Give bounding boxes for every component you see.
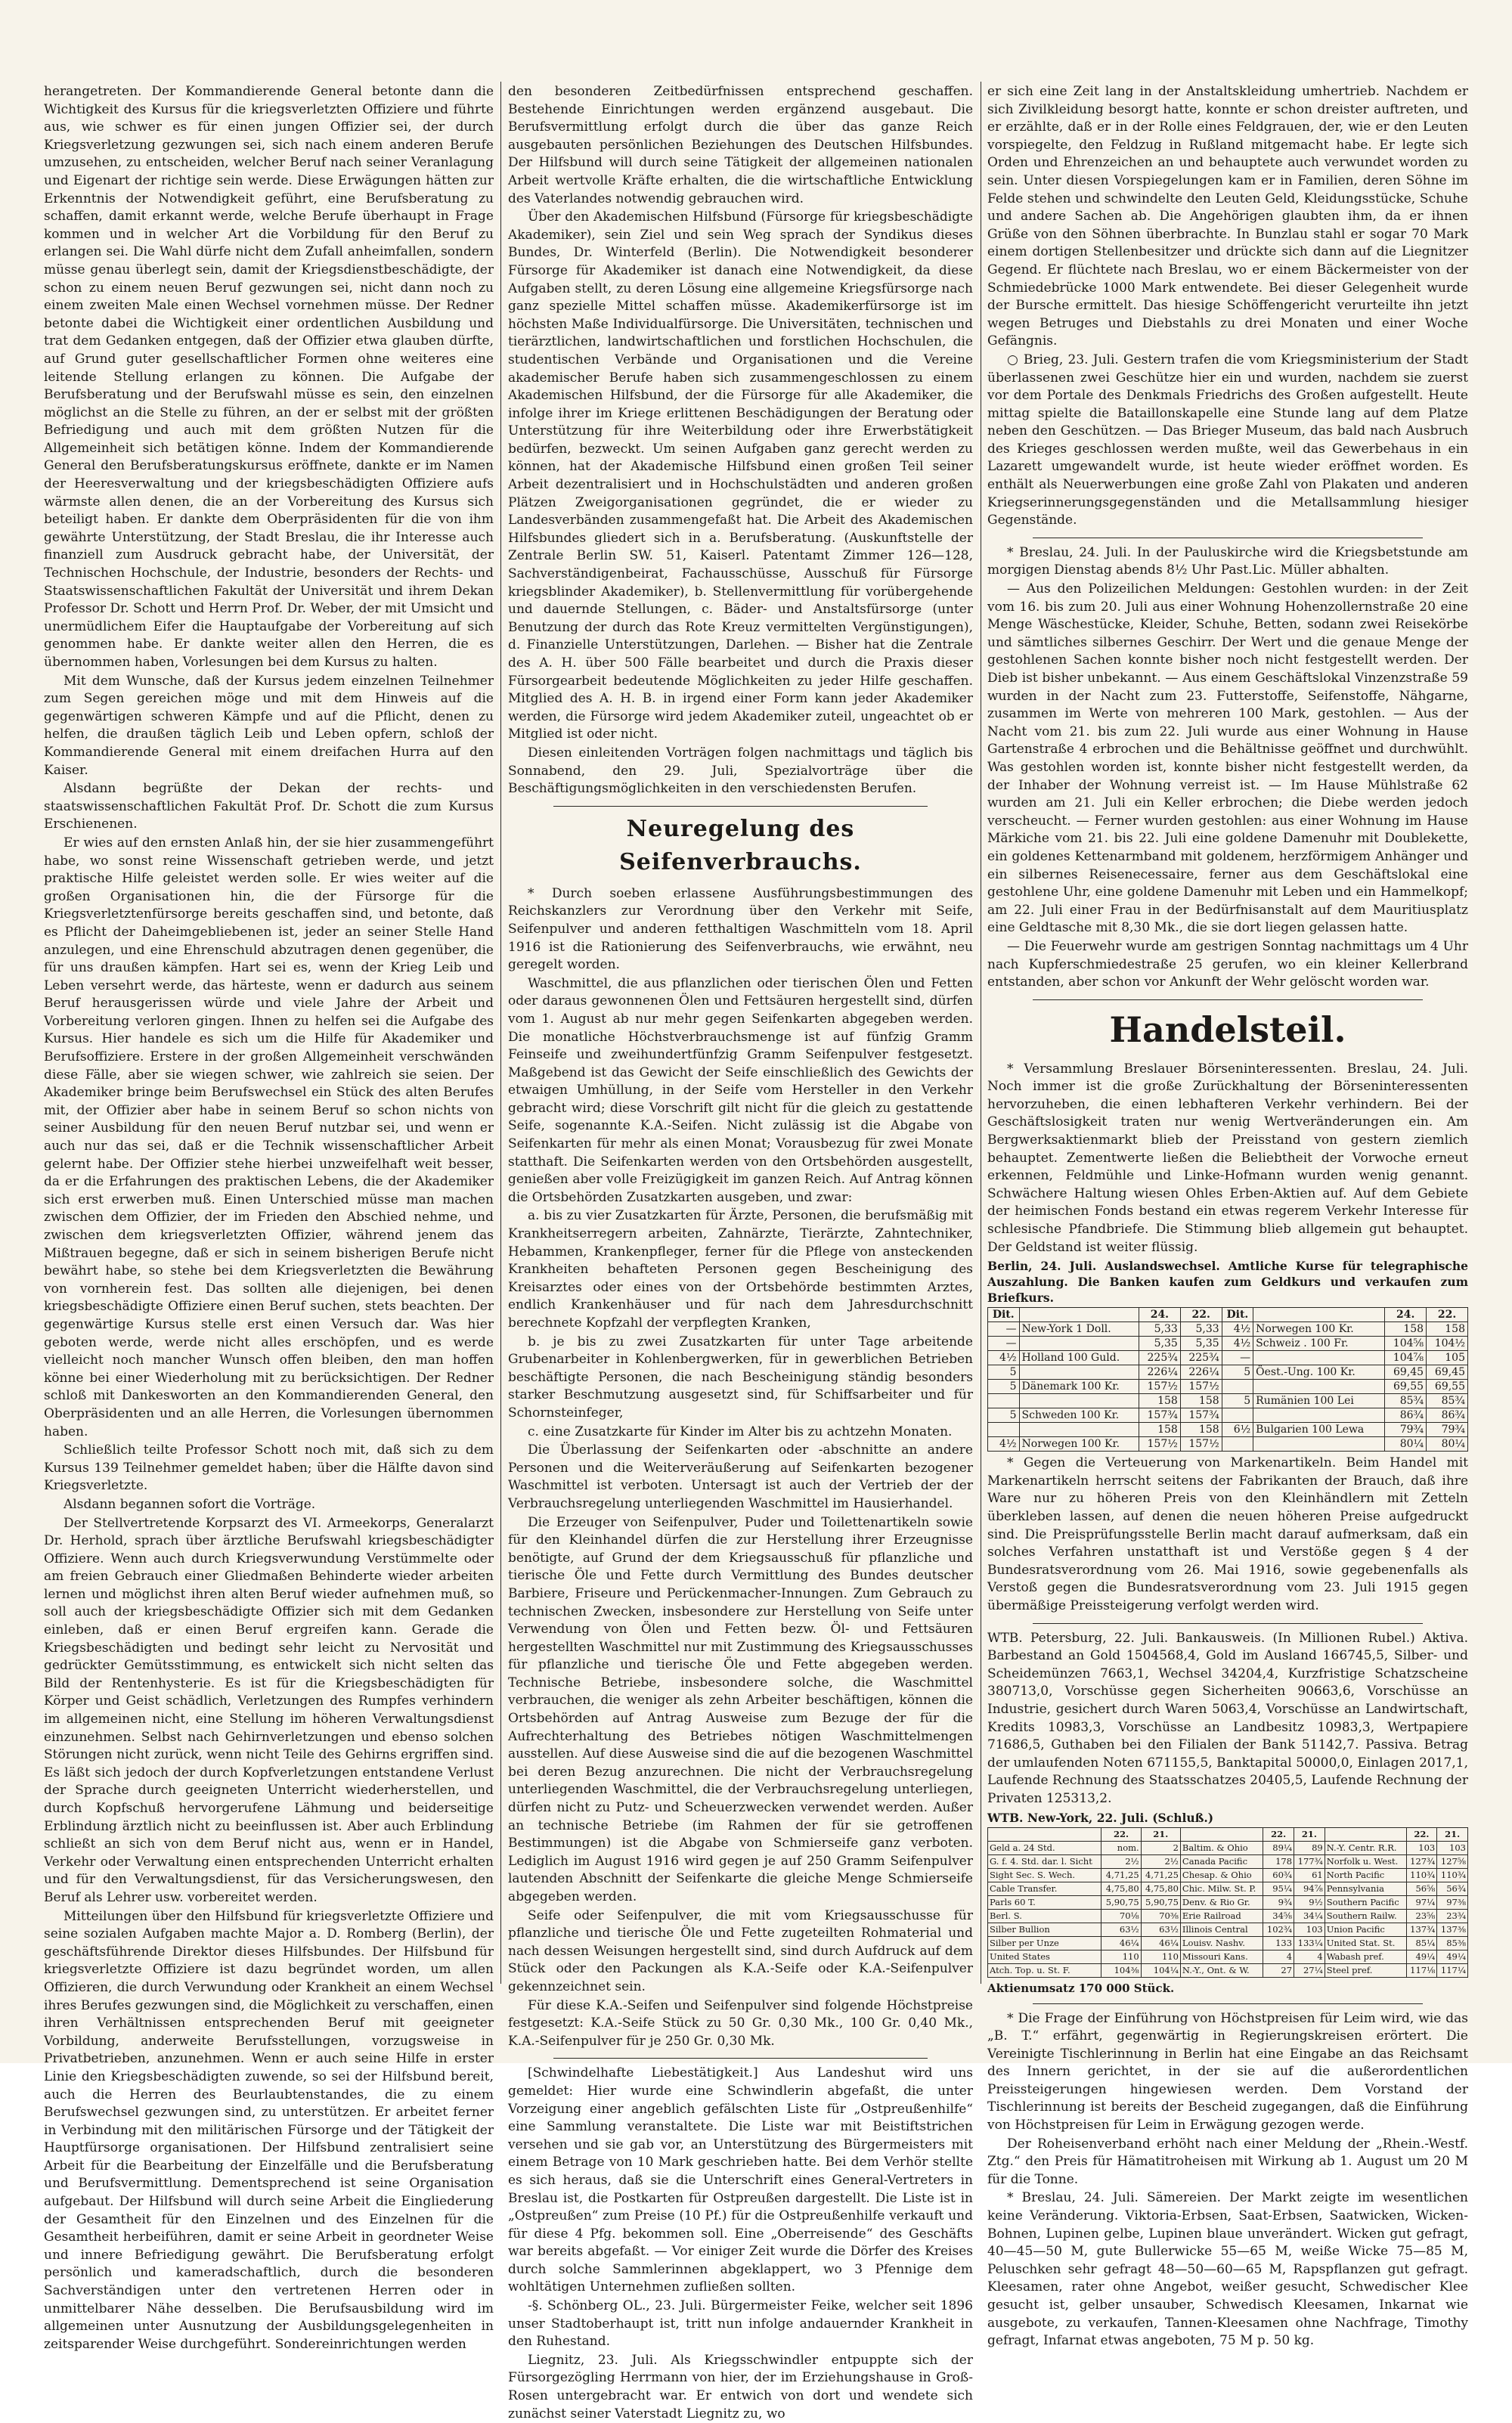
table-row bbox=[988, 1868, 1468, 1882]
article-paragraph: Mitteilungen über den Hilfsbund für kriegsverletzte Offiziere und seine sozialen Aufgaben machte Major a. D. Romberg (Berlin), der geschäftsführende Direktor dieses Hilfsbundes. Der Hilfsbund für kriegsverletzte Offiziere ist dazu begründet worden, um allen Offizieren, die durch Verwundung oder Krankheit an einem Wechsel ihres Berufes gezwungen sind, die Möglichkeit zu verschaffen, einen ihren Verhältnissen entsprechenden Beruf mit geeigneter Vorbildung, anderweite Berufsstellungen, vorzugsweise in Privatbetrieben, anzunehmen. Wenn er auch seine Hilfe in erster Linie den Kriegsbeschädigten zuwende, so sei der Hilfsbund bereit, auch die Herren des Beurlaubtenstandes, die zu einem Berufswechsel gezwungen sind, zu unterstützen. Er arbeitet ferner in Verbindung mit den militärischen Fürsorge und der Tätigkeit der Hauptfürsorge organisationen. Der Hilfsbund zentralisiert seine Arbeit für die Bearbeitung der Einzelfälle und die Berufsberatung und Berufsvermittlung. Dementsprechend ist seine Organisation aufgebaut. Der Hilfsbund will durch seine Arbeit die Eingliederung der Gesamtheit für den Einzelnen und des Einzelnen für die Gesamtheit herbeiführen, damit er seine Arbeit in geordneter Weise und innere Befriedigung gewährt. Die Berufsberatung erfolgt persönlich und kameradschaftlich, durch die besonderen Sachverständigen unter den vertretenen Herren oder in unmittelbarer Nähe desselben. Die Berufsausbildung wird im allgemeinen unter Ausnutzung der Ausbildungsgelegenheiten in zeitsparender Weise durchgeführt. Sondereinrichtungen werden bbox=[44, 1908, 494, 2352]
table-cell: 49¼ bbox=[1437, 1950, 1468, 1963]
table-cell: 158 bbox=[1139, 1394, 1180, 1408]
article-paragraph: a. bis zu vier Zusatzkarten für Ärzte, Personen, die berufsmäßig mit Krankheitserregern arbeiten, Zahnärzte, Tierärzte, Zahntechniker, Hebammen, Krankenpfleger, ferner für die Pflege von ansteckenden Krankheiten behafteten Personen gegen Bescheinigung des Kreisarztes oder eines von der Ortsbehörde bestimmten Arztes, endlich Krankenhäuser und für nach dem Jahresdurchschnitt berechnete Kopfzahl der verpflegten Kranken, bbox=[508, 1208, 973, 1331]
table-cell bbox=[1222, 1380, 1253, 1394]
table-cell: Missouri Kans. bbox=[1180, 1950, 1263, 1963]
table-cell: 23¾ bbox=[1437, 1909, 1468, 1923]
bank-report: WTB. Petersburg, 22. Juli. Bankausweis. (In Millionen Rubel.) Aktiva. Barbestand an Gold 1504568,4, Gold im Ausland 166745,5, Silber- und Scheidemünzen 7663,1, Wechsel 34204,4, Kurzfristige Schatzscheine 380713,0, Vorschüsse gegen Sicherheiten 90663,6, Vorschüsse an Industrie, gesichert durch Waren 5063,4, Vorschüsse an Landwirtschaft, Kredits 10983,3, Vorschüsse an Landbesitz 10983,3, Wertpapiere 71686,5, Guthaben bei den Filialen der Bank 51142,7. Passiva. Betrag der umlaufenden Noten 671155,5, Banktapital 50000,0, Einlagen 2017,1, Laufende Rechnung des Staatsschatzes 20405,5, Laufende Rechnung der Privaten 125313,2. bbox=[987, 1630, 1468, 1806]
table-cell: United Stat. St. bbox=[1325, 1936, 1406, 1950]
section-divider bbox=[553, 806, 928, 807]
table-cell: 103 bbox=[1294, 1923, 1325, 1936]
article-paragraph: * Durch soeben erlassene Ausführungsbestimmungen des Reichskanzlers zur Verordnung über den Verkehr mit Seife, Seifenpulver und anderen fetthaltigen Waschmitteln vom 18. April 1916 ist die Rationierung des Seifenverbrauchs, wie erwähnt, neu geregelt worden. bbox=[508, 885, 973, 973]
table-cell: 5,35 bbox=[1180, 1337, 1222, 1351]
table-header-cell bbox=[1180, 1827, 1263, 1841]
table-cell: 85¼ bbox=[1406, 1936, 1437, 1950]
table-cell: 2½ bbox=[1141, 1854, 1180, 1868]
table-cell: 133 bbox=[1263, 1936, 1294, 1950]
table-cell: Norwegen 100 Kr. bbox=[1019, 1437, 1139, 1452]
table-cell: — bbox=[988, 1322, 1020, 1337]
table-cell: 225¾ bbox=[1180, 1351, 1222, 1365]
table-cell: 104⅝ bbox=[1385, 1337, 1427, 1351]
column-right bbox=[987, 83, 1468, 2349]
table-cell: 157½ bbox=[1139, 1380, 1180, 1394]
table-header-cell bbox=[1325, 1827, 1406, 1841]
table-cell: 157¾ bbox=[1180, 1408, 1222, 1423]
table-row bbox=[988, 1950, 1468, 1963]
table-header-cell: 21. bbox=[1141, 1827, 1180, 1841]
table-row bbox=[988, 1365, 1468, 1380]
table-cell: 2½ bbox=[1101, 1854, 1141, 1868]
table-cell: 4,71,25 bbox=[1141, 1868, 1180, 1882]
article-paragraph: c. eine Zusatzkarte für Kinder im Alter bis zu achtzehn Monaten. bbox=[528, 1424, 953, 1439]
table-cell: 80¼ bbox=[1427, 1437, 1468, 1452]
table-cell: 9½ bbox=[1294, 1895, 1325, 1909]
article-paragraph: * Gegen die Verteuerung von Markenartikeln. Beim Handel mit Markenartikeln herrscht seitens der Fabrikanten der Brauch, daß ihre Ware nur zu höheren Preis von den Kleinhändlern mit Zetteln überkleben lassen, auf denen die neuen höheren Preise aufgedruckt sind. Die Preisprüfungsstelle Berlin macht darauf aufmerksam, daß ein solches Verfahren unstatthaft ist und Verstöße gegen § 4 der Bundesratsverordnung vom 26. Mai 1916, sowie gegebenenfalls als Verstoß gegen die Bundesratsverordnung vom 23. Juli 1915 gegen übermäßige Preissteigerung verfolgt werden wird. bbox=[987, 1455, 1468, 1613]
table-header-cell: 22. bbox=[1427, 1308, 1468, 1322]
table-cell: Chic. Milw. St. P. bbox=[1180, 1882, 1263, 1895]
table-cell: 117⅛ bbox=[1406, 1963, 1437, 1977]
table-cell: Schweden 100 Kr. bbox=[1019, 1408, 1139, 1423]
table-header-cell: 24. bbox=[1385, 1308, 1427, 1322]
table-cell: 34⅝ bbox=[1263, 1909, 1294, 1923]
table-cell: Illinois Central bbox=[1180, 1923, 1263, 1936]
table-cell: 34¼ bbox=[1294, 1909, 1325, 1923]
table-cell: Canada Pacific bbox=[1180, 1854, 1263, 1868]
table-header-cell: 22. bbox=[1263, 1827, 1294, 1841]
table-header-row bbox=[988, 1827, 1468, 1841]
table-cell: Southern Railw. bbox=[1325, 1909, 1406, 1923]
table-cell bbox=[1019, 1337, 1139, 1351]
table-row bbox=[988, 1394, 1468, 1408]
table-cell: 110¾ bbox=[1437, 1868, 1468, 1882]
table-header-cell: 22. bbox=[1101, 1827, 1141, 1841]
table-row bbox=[988, 1437, 1468, 1452]
table-cell: 94⅞ bbox=[1294, 1882, 1325, 1895]
table-header-cell: 22. bbox=[1180, 1308, 1222, 1322]
table-cell: 137⅜ bbox=[1437, 1923, 1468, 1936]
article-paragraph: Waschmittel, die aus pflanzlichen oder tierischen Ölen und Fetten oder daraus gewonnenen Ölen und Fettsäuren hergestellt sind, dürfen vom 1. August ab nur mehr gegen Seifenkarten abgegeben werden. Die monatliche Höchstverbrauchsmenge ist auf fünfzig Gramm Feinseife und zweihundertfünfzig Gramm Seifenpulver festgesetzt. Maßgebend ist das Gewicht der Seife einschließlich des Gewichts der etwaigen Umhüllung, in der Seife vom Hersteller in den Verkehr gebracht wird; diese Vorschrift gilt nicht für die gleich zu gestattende Seife, sogenannte K.A.-Seifen. Nicht zulässig ist die Abgabe von Seifenkarten für mehr als einen Monat; Vorausbezug für zwei Monate statthaft. Die Seifenkarten werden von den Ortsbehörden ausgestellt, genießen aber volle Freizügigkeit im ganzen Reich. Auf Antrag können die Ortsbehörden Zusatzkarten ausgeben, und zwar: bbox=[508, 975, 973, 1205]
table-cell: 105 bbox=[1427, 1351, 1468, 1365]
table-cell: 102¾ bbox=[1263, 1923, 1294, 1936]
table-row bbox=[988, 1963, 1468, 1977]
table-cell: 110¾ bbox=[1406, 1868, 1437, 1882]
fx-table-title: Berlin, 24. Juli. Auslandswechsel. Amtliche Kurse für telegraphische Auszahlung. Die Banken kaufen zum Geldkurs und verkaufen zum Briefkurs. bbox=[987, 1259, 1468, 1306]
table-cell: Rumänien 100 Lei bbox=[1253, 1394, 1385, 1408]
table-cell: 158 bbox=[1427, 1322, 1468, 1337]
table-cell: Berl. S. bbox=[988, 1909, 1101, 1923]
table-cell bbox=[1019, 1423, 1139, 1437]
column-rule bbox=[500, 82, 501, 1984]
table-cell: 5 bbox=[988, 1365, 1020, 1380]
table-cell: 4,75,80 bbox=[1141, 1882, 1180, 1895]
article-paragraph: Seife oder Seifenpulver, die mit vom Kriegsausschusse für pflanzliche und tierische Öle und Fette zugeteilten Rohmaterial und nach dessen Weisungen hergestellt sind, sind durch Aufdruck auf dem Stück oder den Packungen als K.A.-Seife oder K.A.-Seifenpulver gekennzeichnet sein. bbox=[508, 1907, 973, 1994]
table-cell bbox=[1222, 1437, 1253, 1452]
table-cell: 56¾ bbox=[1437, 1882, 1468, 1895]
table-cell: 5,33 bbox=[1139, 1322, 1180, 1337]
table-cell: 133¼ bbox=[1294, 1936, 1325, 1950]
article-paragraph: * Versammlung Breslauer Börseninteressenten. Breslau, 24. Juli. Noch immer ist die große Zurückhaltung der Börseninteressenten hervorzuheben, die einen lebhafteren Verkehr verhindern. Bei der Geschäftslosigkeit traten nur wenig Wertveränderungen ein. Am Bergwerksaktienmarkt blieb der Preisstand von gestern ziemlich behauptet. Zementwerte ließen die Beliebtheit der Vorwoche erneut erkennen, Feldmühle und Linke-Hofmann wurden wenig genannt. Schwächere Haltung wiesen Ohles Erben-Aktien auf. Auf dem Gebiete der heimischen Fonds bestand ein etwas regerem Verkehr Interesse für schlesische Pfandbriefe. Die Stimmung blieb allgemein gut behauptet. Der Geldstand ist weiter flüssig. bbox=[987, 1061, 1468, 1255]
article-paragraph: Mit dem Wunsche, daß der Kursus jedem einzelnen Teilnehmer zum Segen gereichen möge und mit dem Hinweis auf die gegenwärtigen schweren Kämpfe und auf die Pflicht, denen zu helfen, die draußen täglich Leib und Leben opfern, schloß der Kommandierende General mit einem dreifachen Hurra auf den Kaiser. bbox=[44, 673, 494, 778]
table-cell: 226¼ bbox=[1180, 1365, 1222, 1380]
table-cell: Louisv. Nashv. bbox=[1180, 1936, 1263, 1950]
article-paragraph: er sich eine Zeit lang in der Anstaltskleidung umhertrieb. Nachdem er sich Zivilkleidung besorgt hatte, konnte er schon dreister auftreten, und er erzählte, daß er in der Rolle eines Feldgrauen, der, wie er den Leuten vorspiegelte, den Feldzug in Rußland mitgemacht habe. Er legte sich Orden und Ehrenzeichen an und behauptete auch verwundet worden zu sein. Unter diesen Vorspiegelungen kam er in Familien, deren Söhne im Felde stehen und schwindelte den Leuten Geld, Kleidungsstücke, Schuhe und andere Sachen ab. Die Angehörigen glaubten ihm, da er ihnen Grüße von den Söhnen überbrachte. In Bunzlau stahl er sogar 70 Mark einem dortigen Stellenbesitzer und drückte sich dann auf die Liegnitzer Gegend. Er flüchtete nach Breslau, wo er einem Bäckermeister von der Schmiedebrücke 1000 Mark entwendete. Bei dieser Gelegenheit wurde der Bursche ermittelt. Das hiesige Schöffengericht verurteilte ihn jetzt wegen Betruges und Diebstahls zu drei Monaten und einer Woche Gefängnis. bbox=[987, 84, 1468, 349]
article-paragraph: — Die Feuerwehr wurde am gestrigen Sonntag nachmittags um 4 Uhr nach Kupferschmiedestraße 25 gerufen, wo ein kleiner Kellerbrand entstanden, aber schon vor Ankunft der Wehr gelöscht worden war. bbox=[987, 938, 1468, 990]
table-cell bbox=[1222, 1408, 1253, 1423]
table-cell: 85⅜ bbox=[1437, 1936, 1468, 1950]
table-row bbox=[988, 1380, 1468, 1394]
table-cell bbox=[1253, 1351, 1385, 1365]
table-cell: 104¼ bbox=[1141, 1963, 1180, 1977]
article-paragraph: * Breslau, 24. Juli. Sämereien. Der Markt zeigte im wesentlichen keine Veränderung. Viktoria-Erbsen, Saat-Erbsen, Saatwicken, Wicken-Bohnen, Lupinen gelbe, Lupinen blaue unverändert. Wicken gut gefragt, 40—45—50 M, gute Bullerwicke 55—65 M, weiße Wicke 75—85 M, Peluschken sehr gefragt 48—50—60—65 M, Rapspflanzen gut gefragt. Kleesamen, rater ohne Angebot, weißer gesucht, Schwedischer Klee gesucht ist, gelber unsauber, Schwedisch Kleesamen, Inkarnat wie ausgebote, zu verkaufen, Tannen-Kleesamen ohne Nachfrage, Timothy gefragt, Infarnat etwas angeboten, 75 M p. 50 kg. bbox=[987, 2190, 1468, 2349]
table-row bbox=[988, 1841, 1468, 1854]
table-cell: 56⅝ bbox=[1406, 1882, 1437, 1895]
article-paragraph: Der Roheisenverband erhöht nach einer Meldung der „Rhein.-Westf. Ztg.“ den Preis für Hämatitroheisen mit Wirkung ab 1. August um 20 M für die Tonne. bbox=[987, 2136, 1468, 2187]
article-paragraph: Über den Akademischen Hilfsbund (Fürsorge für kriegsbeschädigte Akademiker), sein Ziel und sein Weg sprach der Syndikus dieses Bundes, Dr. Winterfeld (Berlin). Die Notwendigkeit besonderer Fürsorge für Akademiker ist danach eine Notwendigkeit, da diese Aufgaben stellt, zu deren Lösung eine allgemeine Kriegsfürsorge nach ganz spezielle Mittel schaffen müsse. Akademikerfürsorge ist im höchsten Maße Individualfürsorge. Die Universitäten, technischen und tierärztlichen, landwirtschaftlichen und forstlichen Hochschulen, die studentischen Verbände und Organisationen und die Vereine akademischer Berufe haben sich zusammengeschlossen zu einem Akademischen Hilfsbund, der die Fürsorge für alle Akademiker, die infolge ihrer im Kriege erlittenen Beschädigungen der Beratung oder Unterstützung für ihre Weiterbildung oder ihre Erwerbstätigkeit bedürfen, bezweckt. Um seinen Aufgaben ganz gerecht werden zu können, hat der Akademische Hilfsbund einen großen Teil seiner Arbeit dezentralisiert und in Hochschulstädten und anderen großen Plätzen Zweigorganisationen gegründet, die er wieder zu Landesverbänden zusammengefaßt hat. Die Arbeit des Akademischen Hilfsbundes gliedert sich in a. Berufsberatung. (Auskunftstelle der Zentrale Berlin SW. 51, Kaiserl. Patentamt Zimmer 126—128, Sachverständigenbeirat, Fachausschüsse, Ausschuß für Fürsorge kriegsblinder Akademiker), b. Stellenvermittlung für vorübergehende und dauernde Stellungen, c. Bäder- und Anstaltsfürsorge (unter Benutzung der durch das Rote Kreuz vermittelten Vergünstigungen), d. Finanzielle Unterstützungen, Darlehen. — Bisher hat die Zentrale des A. H. über 500 Fälle bearbeitet und durch die Praxis dieser Fürsorgearbeit bedeutende Möglichkeiten zu jeder Hilfe geschaffen. Mitglied des A. H. B. in irgend einer Form kann jeder Akademiker werden, die Fürsorge wird jedem Akademiker zuteil, ungeachtet ob er Mitglied ist oder nicht. bbox=[508, 209, 973, 742]
table-cell: 104⅜ bbox=[1101, 1963, 1141, 1977]
table-cell: 23⅝ bbox=[1406, 1909, 1437, 1923]
article-paragraph: -§. Schönberg OL., 23. Juli. Bürgermeister Feike, welcher seit 1896 unser Stadtoberhaupt ist, tritt nun infolge andauernder Krankheit in den Ruhestand. bbox=[508, 2298, 973, 2350]
table-cell: 70⅜ bbox=[1141, 1909, 1180, 1923]
table-cell: 69,45 bbox=[1385, 1365, 1427, 1380]
table-cell: 158 bbox=[1180, 1394, 1222, 1408]
table-cell: Southern Pacific bbox=[1325, 1895, 1406, 1909]
table-cell: 4½ bbox=[1222, 1337, 1253, 1351]
table-cell: 157½ bbox=[1180, 1380, 1222, 1394]
section-divider bbox=[1033, 1623, 1423, 1624]
table-cell: 61 bbox=[1294, 1868, 1325, 1882]
table-cell: 5 bbox=[988, 1380, 1020, 1394]
table-cell: 4 bbox=[1263, 1950, 1294, 1963]
article-paragraph: herangetreten. Der Kommandierende General betonte dann die Wichtigkeit des Kursus für die kriegsverletzten Offiziere und führte aus, wie schwer es für einen jungen Offizier sei, der durch Kriegsverletzung gezwungen sei, sich nach einem anderen Berufe umzusehen, zu entscheiden, welcher Beruf nach seiner Veranlagung und Eigenart der richtige sein werde. Diese Erwägungen hätten zur Erkenntnis der Notwendigkeit geführt, eine Berufsberatung zu schaffen, damit erkannt werde, welche Berufe überhaupt in Frage kommen und in welcher Art die Vorbildung für den Beruf zu erlangen sei. Die Wahl dürfe nicht dem Zufall anheimfallen, sondern müsse genau überlegt sein, damit der Kriegsdienstbeschädigte, der schon zu einem neuen Beruf gezwungen sei, nicht dann noch zu einem zweiten Male einen Wechsel vornehmen müsse. Der Redner betonte dabei die Wichtigkeit einer ordentlichen Ausbildung und trat dem Gedanken entgegen, daß der Offizier etwa glauben dürfte, auf Grund guter gesellschaftlicher Formen ohne weiteres eine leitende Stellung erlangen zu können. Die Aufgabe der Berufsberatung und der Berufswahl müsse es sein, den einzelnen möglichst an die Stelle zu führen, an der er selbst mit der größten Befriedigung und auch mit dem größten Nutzen für die Allgemeinheit sich betätigen könne. Indem der Kommandierende General den Berufsberatungskursus eröffnete, dankte er im Namen der Heeresverwaltung und der kriegsbeschädigten Offiziere aufs wärmste allen denen, die an der Vorbereitung des Kursus sich beteiligt haben. Er dankte dem Oberpräsidenten für die von ihm gewährte Unterstützung, der Stadt Breslau, die ihr Interesse auch finanziell zum Ausdruck gebracht habe, der Universität, der Technischen Hochschule, der Industrie, besonders der Rechts- und Staatswissenschaftlichen Fakultät der Universität und ihrem Dekan Professor Dr. Schott und Herrn Prof. Dr. Weber, der mit Umsicht und unermüdlichem Eifer die Hauptaufgabe der Vorbereitung auf sich genommen habe. Er dankte weiter allen den Herren, die es übernommen haben, Vorlesungen bei dem Kursus zu halten. bbox=[44, 84, 494, 670]
table-cell: 5,35 bbox=[1139, 1337, 1180, 1351]
table-cell: 80¼ bbox=[1385, 1437, 1427, 1452]
section-divider bbox=[553, 2058, 928, 2059]
table-cell: North Pacific bbox=[1325, 1868, 1406, 1882]
table-cell: New-York 1 Doll. bbox=[1019, 1322, 1139, 1337]
table-cell: 4,75,80 bbox=[1101, 1882, 1141, 1895]
table-cell: 4 bbox=[1294, 1950, 1325, 1963]
table-cell: 127¾ bbox=[1406, 1854, 1437, 1868]
table-row bbox=[988, 1322, 1468, 1337]
table-cell: 178 bbox=[1263, 1854, 1294, 1868]
table-cell: 226¼ bbox=[1139, 1365, 1180, 1380]
column-left bbox=[44, 83, 494, 2352]
table-cell: 79¾ bbox=[1385, 1423, 1427, 1437]
new-york-quotes-table bbox=[987, 1827, 1468, 1978]
table-cell: Wabash pref. bbox=[1325, 1950, 1406, 1963]
table-cell: 85¾ bbox=[1385, 1394, 1427, 1408]
table-cell: 110 bbox=[1141, 1950, 1180, 1963]
table-cell: Silber Bullion bbox=[988, 1923, 1101, 1936]
table-header-cell: 24. bbox=[1139, 1308, 1180, 1322]
table-cell: United States bbox=[988, 1950, 1101, 1963]
table-cell: 5 bbox=[1222, 1394, 1253, 1408]
table-cell: 110 bbox=[1101, 1950, 1141, 1963]
section-title-trade: Handelsteil. bbox=[1109, 1009, 1346, 1050]
article-paragraph: Die Überlassung der Seifenkarten oder -abschnitte an andere Personen und die Weiterveräußerung auf Seifenkarten bezogener Waschmittel ist verboten. Untersagt ist auch der Vertrieb der der Verbrauchsregelung unterliegenden Waschmittel im Hausierhandel. bbox=[508, 1442, 973, 1511]
table-cell: 158 bbox=[1139, 1423, 1180, 1437]
table-cell: Norwegen 100 Kr. bbox=[1253, 1322, 1385, 1337]
table-cell: 70⅛ bbox=[1101, 1909, 1141, 1923]
table-cell bbox=[1253, 1380, 1385, 1394]
table-cell: 60¾ bbox=[1263, 1868, 1294, 1882]
stock-turnover: Aktienumsatz 170 000 Stück. bbox=[987, 1981, 1175, 1995]
table-cell: Norfolk u. West. bbox=[1325, 1854, 1406, 1868]
table-header-cell: 21. bbox=[1437, 1827, 1468, 1841]
table-cell: 157½ bbox=[1180, 1437, 1222, 1452]
table-cell: N.-Y., Ont. & W. bbox=[1180, 1963, 1263, 1977]
table-cell: G. f. 4. Std. dar. l. Sicht bbox=[988, 1854, 1101, 1868]
table-cell: Silber per Unze bbox=[988, 1936, 1101, 1950]
table-cell: 63½ bbox=[1141, 1923, 1180, 1936]
table-cell: 86¾ bbox=[1427, 1408, 1468, 1423]
table-cell: 5,33 bbox=[1180, 1322, 1222, 1337]
table-cell: 4,71,25 bbox=[1101, 1868, 1141, 1882]
article-paragraph: b. je bis zu zwei Zusatzkarten für unter Tage arbeitende Grubenarbeiter in Kohlenbergwerken, für in gewerblichen Betrieben beschäftigte Personen, die nach Bescheinigung ständig besonders starker Beschmutzung ausgesetzt sind, für Schiffsarbeiter und für Schornsteinfeger, bbox=[508, 1334, 973, 1421]
article-paragraph: ○ Brieg, 23. Juli. Gestern trafen die vom Kriegsministerium der Stadt überlassenen zwei Geschütze hier ein und wurden, nachdem sie zuerst vor dem Portale des Denkmals Friedrichs des Großen aufgestellt. Heute mittag spielte die Bataillonskapelle eine Stunde lang auf dem Platze neben den Geschützen. — Das Brieger Museum, das bald nach Ausbruch des Krieges geschlossen werden mußte, weil das Gewerbehaus in ein Lazarett umgewandelt wurde, ist heute wieder eröffnet worden. Es enthält als Neuerwerbungen eine große Zahl von Plakaten und anderen Kriegserinnerungsgegenständen und die Metallsammlung hiesiger Gegenstände. bbox=[987, 352, 1468, 528]
article-paragraph: Liegnitz, 23. Juli. Als Kriegsschwindler entpuppte sich der Fürsorgezögling Herrmann von hier, der im Erziehungshause in Groß-Rosen untergebracht war. Er entwich von dort und wendete sich zunächst seiner Vaterstadt Liegnitz zu, wo bbox=[508, 2352, 973, 2421]
article-paragraph: * Die Frage der Einführung von Höchstpreisen für Leim wird, wie das „B. T.“ erfährt, gegenwärtig in Regierungskreisen erörtert. Die Vereinigte Tischlerinnung in Berlin hat eine Eingabe an das Reichsamt des Innern gerichtet, in der sie auf die außerordentlichen Preissteigerungen hingewiesen werden. Dem Vorstand der Tischlerinnung ist bereits der Bescheid zugegangen, daß die Einführung von Höchstpreisen für Leim in Erwägung gezogen werde. bbox=[987, 2010, 1468, 2133]
table-cell: — bbox=[988, 1337, 1020, 1351]
table-cell: 103 bbox=[1437, 1841, 1468, 1854]
section-divider bbox=[1033, 2003, 1423, 2004]
table-header-cell bbox=[1019, 1308, 1139, 1322]
table-cell: Baltim. & Ohio bbox=[1180, 1841, 1263, 1854]
table-cell: 69,45 bbox=[1427, 1365, 1468, 1380]
article-paragraph: * Breslau, 24. Juli. In der Pauluskirche wird die Kriegsbetstunde am morgigen Dienstag abends 8½ Uhr Past.Lic. Müller abhalten. bbox=[987, 544, 1468, 578]
table-header-cell: Dit. bbox=[988, 1308, 1020, 1322]
table-cell: Geld a. 24 Std. bbox=[988, 1841, 1101, 1854]
table-cell bbox=[1253, 1437, 1385, 1452]
table-cell: Öest.-Ung. 100 Kr. bbox=[1253, 1365, 1385, 1380]
table-cell bbox=[988, 1394, 1020, 1408]
table-cell: Sight Sec. S. Wech. bbox=[988, 1868, 1101, 1882]
table-cell: 225¾ bbox=[1139, 1351, 1180, 1365]
table-cell: 95¼ bbox=[1263, 1882, 1294, 1895]
table-cell: 89 bbox=[1294, 1841, 1325, 1854]
table-cell: Bulgarien 100 Lewa bbox=[1253, 1423, 1385, 1437]
article-paragraph: — Aus den Polizeilichen Meldungen: Gestohlen wurden: in der Zeit vom 16. bis zum 20. Juli aus einer Wohnung Hohenzollernstraße 20 eine Menge Wäschestücke, Kleider, Schuhe, Betten, sodann zwei Reisekörbe und sämtliches silbernes Geschirr. Der Wert und die genaue Menge der gestohlenen Sachen konnte bisher noch nicht festgestellt werden. Der Dieb ist bisher unbekannt. — Aus einem Geschäftslokal Vinzenzstraße 59 wurden in der Nacht zum 23. Futterstoffe, Seifenstoffe, Nähgarne, zusammen im Werte von mehreren 100 Mark, gestohlen. — Aus der Nacht vom 21. bis zum 22. Juli wurde aus einer Wohnung in Hause Gartenstraße 4 erbrochen und die Behältnisse geöffnet und durchwühlt. Was gestohlen worden ist, konnte bisher nicht festgestellt werden, da der Inhaber der Wohnung verreist ist. — Im Hause Mühlstraße 62 wurden am 21. Juli ein Keller erbrochen; die Diebe werden jedoch verscheucht. — Ferner wurden gestohlen: aus einer Wohnung im Hause Märkiche vom 21. bis 22. Juli eine goldene Damenuhr mit Doublekette, ein goldenes Kettenarmband mit goldenem, herzförmigem Anhänger und ein silbernes Reisenecessaire, ferner aus dem Geschäftslokal eine gestohlene Uhr, eine goldene Damenuhr mit Leben und ein Hammelkopf; am 22. Juli einer Frau in der Bedürfnisanstalt auf dem Mauritiusplatz eine Geldtasche mit 8,30 Mk., die sie dort liegen gelassen hatte. bbox=[987, 581, 1468, 936]
article-paragraph: Für diese K.A.-Seifen und Seifenpulver sind folgende Höchstpreise festgesetzt: K.A.-Seife Stück zu 50 Gr. 0,30 Mk., 100 Gr. 0,40 Mk., K.A.-Seifenpulver für je 250 Gr. 0,30 Mk. bbox=[508, 1997, 973, 2049]
table-row bbox=[988, 1882, 1468, 1895]
table-cell: 86¾ bbox=[1385, 1408, 1427, 1423]
table-cell: 85¾ bbox=[1427, 1394, 1468, 1408]
table-cell: 177¾ bbox=[1294, 1854, 1325, 1868]
table-cell: 27 bbox=[1263, 1963, 1294, 1977]
table-cell: Holland 100 Guld. bbox=[1019, 1351, 1139, 1365]
table-row bbox=[988, 1337, 1468, 1351]
table-cell: 63½ bbox=[1101, 1923, 1141, 1936]
exchange-rate-table bbox=[987, 1307, 1468, 1452]
article-paragraph: Der Stellvertretende Korpsarzt des VI. Armeekorps, Generalarzt Dr. Herhold, sprach über ärztliche Berufswahl kriegsbeschädigter Offiziere. Wenn auch durch Kriegsverwundung Verstümmelte oder am freien Gebrauch einer Gliedmaßen Behinderte wieder arbeiten lernen und möglichst ihren alten Beruf wieder aufnehmen muß, so soll auch der kriegsbeschädigte Offizier sich mit dem Gedanken einleben, daß er einen Beruf ergreifen kann. Gerade die Kriegsbeschädigten und bedingt sehr leicht zu Nervosität und gedrückter Gemütsstimmung, es entwickelt sich nicht selten das Bild der Rentenhysterie. Es ist für die Kriegsbeschädigten für Körper und Geist schädlich, Verletzungen des Rumpfes verhindern im allgemeinen nicht, eine Stellung im höheren Verwaltungsdienst einzunehmen. Selbst nach Gehirnverletzungen und ebenso solchen Störungen nicht zurück, wenn nicht Teile des Gehirns ergriffen sind. Es läßt sich jedoch der durch Kopfverletzungen entstandene Verlust der Sprache durch geeigneten Unterricht wiederherstellen, und durch Kopfschuß hervorgerufene Lähmung und beiderseitige Erblindung ärztlich nicht zu beeinflussen ist. Aber auch Erblindung schließt an sich von dem Beruf nicht aus, wenn er in Handel, Verkehr oder Verwaltung einen entsprechenden Unterricht erhalten und für den Verwaltungsdienst, für das Versicherungswesen, den Beruf als Lehrer usw. vorbereitet werden. bbox=[44, 1515, 494, 1905]
table-cell: Erie Railroad bbox=[1180, 1909, 1263, 1923]
table-cell: 97⅜ bbox=[1437, 1895, 1468, 1909]
table-header-cell bbox=[1253, 1308, 1385, 1322]
table-cell: 158 bbox=[1180, 1423, 1222, 1437]
table-header-cell: 21. bbox=[1294, 1827, 1325, 1841]
table-cell: 4½ bbox=[1222, 1322, 1253, 1337]
table-cell: 5,90,75 bbox=[1141, 1895, 1180, 1909]
table-cell: Cable Transfer. bbox=[988, 1882, 1101, 1895]
table-cell: 103 bbox=[1406, 1841, 1437, 1854]
table-cell: 127⅝ bbox=[1437, 1854, 1468, 1868]
table-cell bbox=[1019, 1394, 1139, 1408]
table-header-cell: Dit. bbox=[1222, 1308, 1253, 1322]
table-cell: Dänemark 100 Kr. bbox=[1019, 1380, 1139, 1394]
table-cell: 5 bbox=[1222, 1365, 1253, 1380]
table-cell: nom. bbox=[1101, 1841, 1141, 1854]
table-cell: 117¼ bbox=[1437, 1963, 1468, 1977]
table-row bbox=[988, 1351, 1468, 1365]
table-cell: 157¾ bbox=[1139, 1408, 1180, 1423]
table-cell: 49¼ bbox=[1406, 1950, 1437, 1963]
table-cell: 158 bbox=[1385, 1322, 1427, 1337]
table-row bbox=[988, 1854, 1468, 1868]
table-cell: Denv. & Rio Gr. bbox=[1180, 1895, 1263, 1909]
table-cell: 4½ bbox=[988, 1437, 1020, 1452]
table-cell: 104⅞ bbox=[1385, 1351, 1427, 1365]
table-cell: Pennsylvania bbox=[1325, 1882, 1406, 1895]
table-cell: Atch. Top. u. St. F. bbox=[988, 1963, 1101, 1977]
table-cell: 4½ bbox=[988, 1351, 1020, 1365]
table-header-row bbox=[988, 1308, 1468, 1322]
table-cell: 79¾ bbox=[1427, 1423, 1468, 1437]
table-cell bbox=[1019, 1365, 1139, 1380]
table-cell: 2 bbox=[1141, 1841, 1180, 1854]
table-cell: 5 bbox=[988, 1408, 1020, 1423]
table-row bbox=[988, 1423, 1468, 1437]
table-row bbox=[988, 1909, 1468, 1923]
article-paragraph: [Schwindelhafte Liebestätigkeit.] Aus Landeshut wird uns gemeldet: Hier wurde eine Schwindlerin abgefaßt, die unter Vorzeigung einer angeblich gefälschten Liste für „Ostpreußenhilfe“ eine Sammlung veranstaltete. Die Liste war mit Beistiftstrichen versehen und sie gab vor, an Unterstützung des Bürgermeisters mit einem Betrage von 10 Mark geschrieben hatte. Bei dem Verhör stellte es sich heraus, daß sie die Unterschrift eines General-Vertreters in Breslau ist, die Postkarten für Ostpreußen dargestellt. Die Liste ist in „Ostpreußen“ zum Preise (10 Pf.) für die Ostpreußenhilfe verkauft und für diese 4 Pfg. bekommen soll. Eine „Oberreisende“ des Geschäfts war bereits abgefaßt. — Vor einiger Zeit wurde die Dörfer des Kreises durch solche Sammlerinnen abgeklappert, wo 3 Pfennige dem wohltätigen Unternehmen zufließen sollten. bbox=[508, 2065, 973, 2295]
table-row bbox=[988, 1408, 1468, 1423]
article-paragraph: Die Erzeuger von Seifenpulver, Puder und Toilettenartikeln sowie für den Kleinhandel dürfen die zur Herstellung ihrer Erzeugnisse benötigte, auf Grund der dem Kriegsausschuß für pflanzliche und tierische Öle und Fette durch Vermittlung des Bundes deutscher Barbiere, Friseure und Perückenmacher-Innungen. Zum Gebrauch zu technischen Zwecken, insbesondere zur Herstellung von Seife unter Verwendung von Ölen und Fetten bezw. Öl- und Fettsäuren hergestellten Waschmittel nur mit Zustimmung des Kriegsausschusses für pflanzliche und tierische Öle und Fette abgegeben werden. Technische Betriebe, insbesondere solche, die Waschmittel verbrauchen, die weniger als zehn Arbeiter beschäftigen, können die Ortsbehörden auf Antrag Ausweise zum Bezuge der für die Aufrechterhaltung des Betriebes nötigen Waschmittelmengen ausstellen. Auf diese Ausweise sind die auf die bezogenen Waschmittel bei deren Bezug anzurechnen. Die nicht der Verbrauchsregelung unterliegenden Waschmittel, die der Verbrauchsregelung unterliegen, dürfen nicht zu Putz- und Scheuerzwecken verwendet werden. Außer an technische Betriebe (im Rahmen der für sie getroffenen Bestimmungen) ist die Abgabe von Schmierseife ganz verboten. Lediglich im August 1916 wird gegen je auf 250 Gramm Seifenpulver lautenden Abschnitt der Seifenkarte die gleiche Menge Schmierseife abgegeben werden. bbox=[508, 1514, 973, 1904]
table-header-cell bbox=[988, 1827, 1101, 1841]
table-row bbox=[988, 1936, 1468, 1950]
table-row bbox=[988, 1923, 1468, 1936]
table-cell: 69,55 bbox=[1385, 1380, 1427, 1394]
article-paragraph: Schließlich teilte Professor Schott noch mit, daß sich zu dem Kursus 139 Teilnehmer gemeldet haben; über die Hälfte davon sind Kriegsverletzte. bbox=[44, 1442, 494, 1494]
section-divider bbox=[1033, 999, 1423, 1000]
table-cell: 6½ bbox=[1222, 1423, 1253, 1437]
table-cell: 27¼ bbox=[1294, 1963, 1325, 1977]
table-cell bbox=[988, 1423, 1020, 1437]
article-paragraph: Diesen einleitenden Vorträgen folgen nachmittags und täglich bis Sonnabend, den 29. Juli, Spezialvorträge über die Beschäftigungsmöglichkeiten in den verschiedensten Berufen. bbox=[508, 745, 973, 797]
table-cell: 97¼ bbox=[1406, 1895, 1437, 1909]
table-header-cell: 22. bbox=[1406, 1827, 1437, 1841]
table-cell: 69,55 bbox=[1427, 1380, 1468, 1394]
table-cell: 104½ bbox=[1427, 1337, 1468, 1351]
article-paragraph: Er wies auf den ernsten Anlaß hin, der sie hier zusammengeführt habe, wo sonst reine Wissenschaft getrieben werde, und jetzt praktische Hilfe geleistet werden solle. Er wies weiter auf die großen Organisationen hin, die der Fürsorge für die Kriegsverletztenfürsorge bereits geschaffen sind, und betonte, daß es Pflicht der Daheimgebliebenen ist, jeder an seiner Stelle Hand anzulegen, und eine Ehrenschuld abzutragen denen gegenüber, die für uns draußen kämpfen. Hart sei es, wenn der Krieg Leib und Leben versehrt werde, das härteste, wenn er dadurch aus seinem Beruf herausgerissen würde und viele Jahre der Arbeit und Vorbereitung verloren gingen. Ihnen zu helfen sei die Aufgabe des Kursus. Hier handele es sich um die Hilfe für Akademiker und Berufsoffiziere. Erstere in der großen Allgemeinheit verschwänden diese Fälle, aber sie wiegen schwer, wie zahlreich sie seien. Der Akademiker bringe beim Berufswechsel ein Stück des alten Berufes mit, der Offizier aber habe in seinem Beruf so schon nichts von seiner Ausbildung für den neuen Beruf nutzbar sei, und wenn er auch nur das sei, daß er die Technik wissenschaftlicher Arbeit gelernt habe. Der Offizier stehe hierbei unzweifelhaft weit besser, da er die Erfahrungen des praktischen Lebens, die der Akademiker sich erst erwerben muß. Einen Unterschied müsse man machen zwischen dem Offizier, der im Frieden den Abschied nehme, und zwischen dem kriegsverletzten Offizier, während jenem das Mißtrauen begegne, daß er sich in seinem bisherigen Berufe nicht bewährt habe, so stehe bei dem Kriegsverletzten die Bewährung von vornherein fest. Das sollten alle diejenigen, bei denen kriegsbeschädigte Offiziere einen Beruf suchen, stets beachten. Der gegenwärtige Kursus stelle erst einen Versuch dar. Was hier geboten werde, werde nicht alles erschöpfen, und es werde vielleicht noch mancher Wunsch offen bleiben, den man hoffen könne bei einer Wiederholung mit zu berücksichtigen. Der Redner schloß mit Dankesworten an den Kommandierenden General, den Oberpräsidenten und an alle Herren, die Vorlesungen übernommen haben. bbox=[44, 835, 494, 1439]
table-cell: 5,90,75 bbox=[1101, 1895, 1141, 1909]
table-cell: 9¾ bbox=[1263, 1895, 1294, 1909]
table-cell: Parls 60 T. bbox=[988, 1895, 1101, 1909]
article-headline: Neuregelung des Seifenverbrauchs. bbox=[619, 815, 862, 875]
table-cell: 157½ bbox=[1139, 1437, 1180, 1452]
table-cell: — bbox=[1222, 1351, 1253, 1365]
table-row bbox=[988, 1895, 1468, 1909]
column-middle bbox=[508, 83, 973, 2421]
table-cell: Schweiz . 100 Fr. bbox=[1253, 1337, 1385, 1351]
ny-table-title: WTB. New-York, 22. Juli. (Schluß.) bbox=[987, 1810, 1214, 1825]
table-cell: 137¾ bbox=[1406, 1923, 1437, 1936]
table-cell bbox=[1253, 1408, 1385, 1423]
table-cell: Steel pref. bbox=[1325, 1963, 1406, 1977]
table-cell: N.-Y. Centr. R.R. bbox=[1325, 1841, 1406, 1854]
table-cell: 46¼ bbox=[1101, 1936, 1141, 1950]
table-cell: 89¼ bbox=[1263, 1841, 1294, 1854]
article-paragraph: den besonderen Zeitbedürfnissen entsprechend geschaffen. Bestehende Einrichtungen werden ergänzend ausgebaut. Die Berufsvermittlung erfolgt durch die über das ganze Reich ausgebauten persönlichen Beziehungen des Deutschen Hilfsbundes. Der Hilfsbund will durch seine Tätigkeit der allgemeinen nationalen Arbeit wertvolle Kräfte erhalten, die die wirtschaftliche Entwicklung des Vaterlandes notwendig gebrauchen wird. bbox=[508, 84, 973, 206]
table-cell: Chesap. & Ohio bbox=[1180, 1868, 1263, 1882]
table-cell: Union Pacific bbox=[1325, 1923, 1406, 1936]
article-paragraph: Alsdann begannen sofort die Vorträge. bbox=[64, 1496, 316, 1512]
table-cell: 46¼ bbox=[1141, 1936, 1180, 1950]
article-paragraph: Alsdann begrüßte der Dekan der rechts- und staatswissenschaftlichen Fakultät Prof. Dr. Schott die zum Kursus Erschienenen. bbox=[44, 781, 494, 832]
